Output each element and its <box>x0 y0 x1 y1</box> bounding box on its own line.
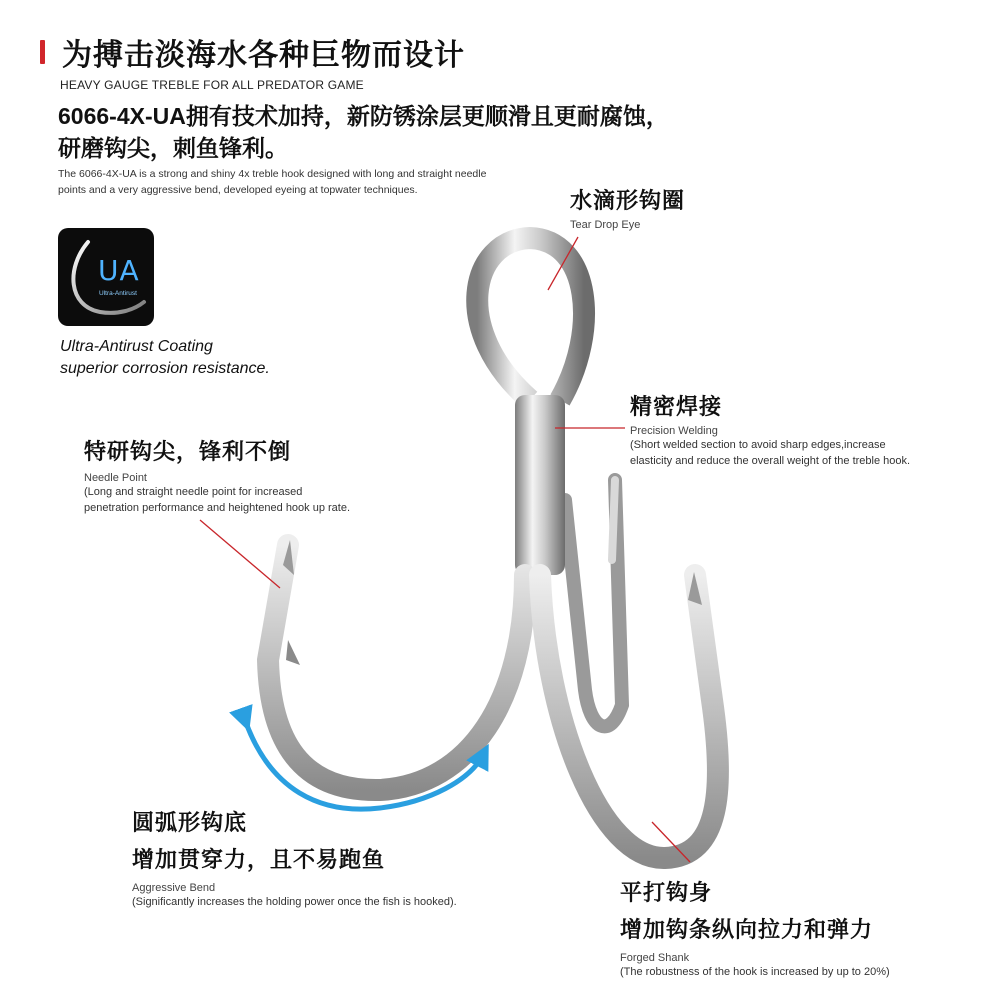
rear-hook-prong <box>565 480 622 726</box>
page-subtitle: HEAVY GAUGE TREBLE FOR ALL PREDATOR GAME <box>60 78 364 92</box>
shank-cn-label-1: 平打钩身 <box>620 880 713 905</box>
description-line-2: points and a very aggressive bend, developed eyeing at topwater techniques. <box>58 184 418 196</box>
left-hook-prong <box>268 540 525 790</box>
headline-line-2: 研磨钩尖，刺鱼锋利。 <box>58 135 288 161</box>
shank-cn-label-2: 增加钩条纵向拉力和弹力 <box>620 917 874 942</box>
eye-callout <box>570 184 685 231</box>
right-hook-prong <box>540 572 718 858</box>
welding-callout <box>630 390 910 469</box>
ua-logo-subtext: Ultra-Antirust <box>99 290 137 297</box>
eye-cn-label: 水滴形钩圈 <box>570 188 686 213</box>
bend-cn-label-2: 增加贯穿力，且不易跑鱼 <box>132 847 386 872</box>
point-en-label: Needle Point <box>84 472 147 484</box>
forged-shank <box>515 395 565 575</box>
coating-caption-line-2: superior corrosion resistance. <box>60 360 270 377</box>
point-cn-label: 特研钩尖，锋利不倒 <box>84 439 292 464</box>
shank-note: (The robustness of the hook is increased by up to 20%) <box>620 966 890 978</box>
ua-logo-text: UA <box>98 254 140 287</box>
point-note-line-2: penetration performance and heightened hook up rate. <box>84 502 351 514</box>
eye-en-label: Tear Drop Eye <box>570 219 641 231</box>
description-line-1: The 6066-4X-UA is a strong and shiny 4x treble hook designed with long and straight needle <box>58 168 487 180</box>
page-title: 为搏击淡海水各种巨物而设计 <box>62 39 465 72</box>
tear-drop-eye <box>477 238 584 400</box>
point-callout <box>84 435 350 516</box>
welding-note-line-1: (Short welded section to avoid sharp edges,increase <box>630 439 886 451</box>
point-leader-line <box>200 520 280 588</box>
welding-cn-label: 精密焊接 <box>630 394 723 419</box>
headline-line-1: 6066-4X-UA拥有技术加持，新防锈涂层更顺滑且更耐腐蚀， <box>58 103 669 129</box>
bend-callout <box>132 806 457 910</box>
bend-cn-label-1: 圆弧形钩底 <box>132 810 248 835</box>
welding-note-line-2: elasticity and reduce the overall weight of the treble hook. <box>630 455 911 467</box>
coating-caption-line-1: Ultra-Antirust Coating <box>60 338 213 355</box>
bend-en-label: Aggressive Bend <box>132 882 216 894</box>
bend-note: (Significantly increases the holding power once the fish is hooked). <box>132 896 457 908</box>
shank-callout <box>620 876 890 980</box>
welding-en-label: Precision Welding <box>630 425 718 437</box>
point-note-line-1: (Long and straight needle point for increased <box>84 486 303 498</box>
shank-en-label: Forged Shank <box>620 952 690 964</box>
